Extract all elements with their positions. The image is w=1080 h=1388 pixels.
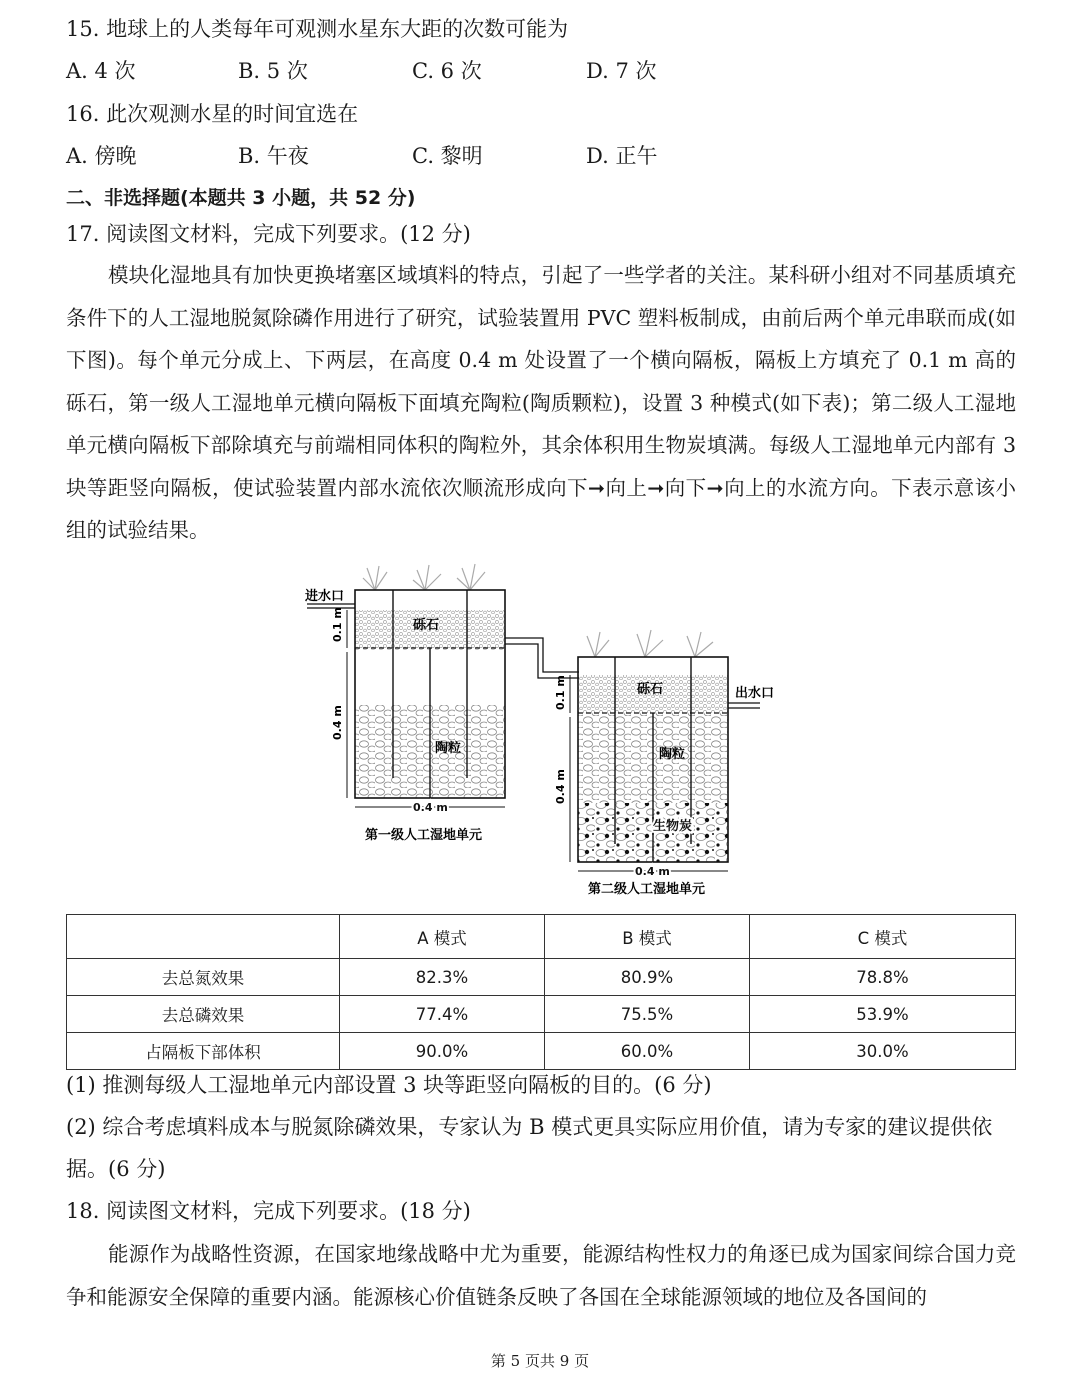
ceramsite-label-2: 陶粒	[659, 747, 686, 762]
table-cell: 去总磷效果	[67, 996, 340, 1033]
q17-sub2-line1: (2) 综合考虑填料成本与脱氮除磷效果，专家认为 B 模式更具实际应用价值，请为专家的建议提供依	[66, 1115, 993, 1139]
table-header-cell: A 模式	[340, 915, 545, 959]
q16-option-b: B. 午夜	[238, 144, 309, 168]
dim-04-v-unit2: 0.4 m	[554, 769, 567, 804]
q16-option-d: D. 正午	[586, 144, 658, 168]
q17-sub2-line2: 据。(6 分)	[66, 1157, 166, 1181]
dim-01-unit2: 0.1 m	[554, 675, 567, 710]
dim-01-unit1: 0.1 m	[331, 607, 344, 642]
outlet-label: 出水口	[735, 686, 775, 701]
inlet-label: 进水口	[305, 589, 345, 604]
table-header-cell	[67, 915, 340, 959]
table-cell: 75.5%	[545, 996, 750, 1033]
table-row	[67, 996, 1016, 1033]
q17-paragraph: 模块化湿地具有加快更换堵塞区域填料的特点，引起了一些学者的关注。某科研小组对不同基质填充条件下的人工湿地脱氮除磷作用进行了研究，试验装置用 PVC 塑料板制成，由前后两个单元串联而成(如下图)。每个单元分成上、下两层，在高度 0.4 m 处设置了一个横向隔板，隔板上方填充了 0.1 m 高的砾石，第一级人工湿地单元横向隔板下面填充陶粒(陶质颗粒)，设置 3 种模式(如下表)；第二级人工湿地单元横向隔板下部除填充与前端相同体积的陶粒外，其余体积用生物炭填满。每级人工湿地单元内部有 3 块等距竖向隔板，使试验装置内部水流依次顺流形成向下➞向上➞向下➞向上的水流方向。下表示意该小组的试验结果。	[66, 263, 1016, 542]
table-cell: 53.9%	[750, 996, 1016, 1033]
q17-stem: 17. 阅读图文材料，完成下列要求。(12 分)	[66, 222, 471, 246]
q15-option-b: B. 5 次	[238, 59, 308, 83]
results-table	[66, 914, 1016, 1070]
unit2-caption: 第二级人工湿地单元	[588, 882, 706, 897]
plants-unit2	[587, 630, 713, 657]
table-cell: 90.0%	[340, 1033, 545, 1070]
table-cell: 78.8%	[750, 959, 1016, 996]
dim-04-h-unit2: 0.4 m	[635, 865, 670, 878]
unit1-caption: 第一级人工湿地单元	[365, 828, 483, 843]
dim-04-v-unit1: 0.4 m	[331, 705, 344, 740]
table-cell: 60.0%	[545, 1033, 750, 1070]
table-cell: 82.3%	[340, 959, 545, 996]
q15-option-d: D. 7 次	[586, 59, 657, 83]
q15-stem: 15. 地球上的人类每年可观测水星东大距的次数可能为	[66, 17, 569, 41]
biochar-label: 生物炭	[653, 819, 693, 834]
table-cell: 占隔板下部体积	[67, 1033, 340, 1070]
q17-sub1: (1) 推测每级人工湿地单元内部设置 3 块等距竖向隔板的目的。(6 分)	[66, 1073, 712, 1097]
table-cell: 去总氮效果	[67, 959, 340, 996]
table-row	[67, 1033, 1016, 1070]
section-title: 二、非选择题(本题共 3 小题，共 52 分)	[66, 187, 416, 209]
dim-04-h-unit1: 0.4 m	[413, 801, 448, 814]
table-header-row	[67, 915, 1016, 959]
gravel-label-2: 砾石	[637, 682, 664, 697]
gravel-label-1: 砾石	[413, 618, 440, 633]
wetland-diagram	[295, 560, 785, 905]
q18-paragraph: 能源作为战略性资源，在国家地缘战略中尤为重要，能源结构性权力的角逐已成为国家间综合国力竞争和能源安全保障的重要内涵。能源核心价值链条反映了各国在全球能源领域的地位及各国间的	[66, 1242, 1016, 1309]
q15-option-c: C. 6 次	[412, 59, 482, 83]
q16-stem: 16. 此次观测水星的时间宜选在	[66, 102, 359, 126]
table-cell: 30.0%	[750, 1033, 1016, 1070]
plants-unit1	[363, 564, 485, 590]
q15-option-a: A. 4 次	[66, 59, 136, 83]
table-header-cell: C 模式	[750, 915, 1016, 959]
table-cell: 77.4%	[340, 996, 545, 1033]
q16-option-a: A. 傍晚	[66, 144, 137, 168]
table-header-cell: B 模式	[545, 915, 750, 959]
page-footer: 第 5 页共 9 页	[490, 1352, 590, 1370]
q18-stem: 18. 阅读图文材料，完成下列要求。(18 分)	[66, 1199, 471, 1223]
ceramsite-label-1: 陶粒	[435, 741, 462, 756]
q16-option-c: C. 黎明	[412, 144, 483, 168]
table-row	[67, 959, 1016, 996]
table-cell: 80.9%	[545, 959, 750, 996]
